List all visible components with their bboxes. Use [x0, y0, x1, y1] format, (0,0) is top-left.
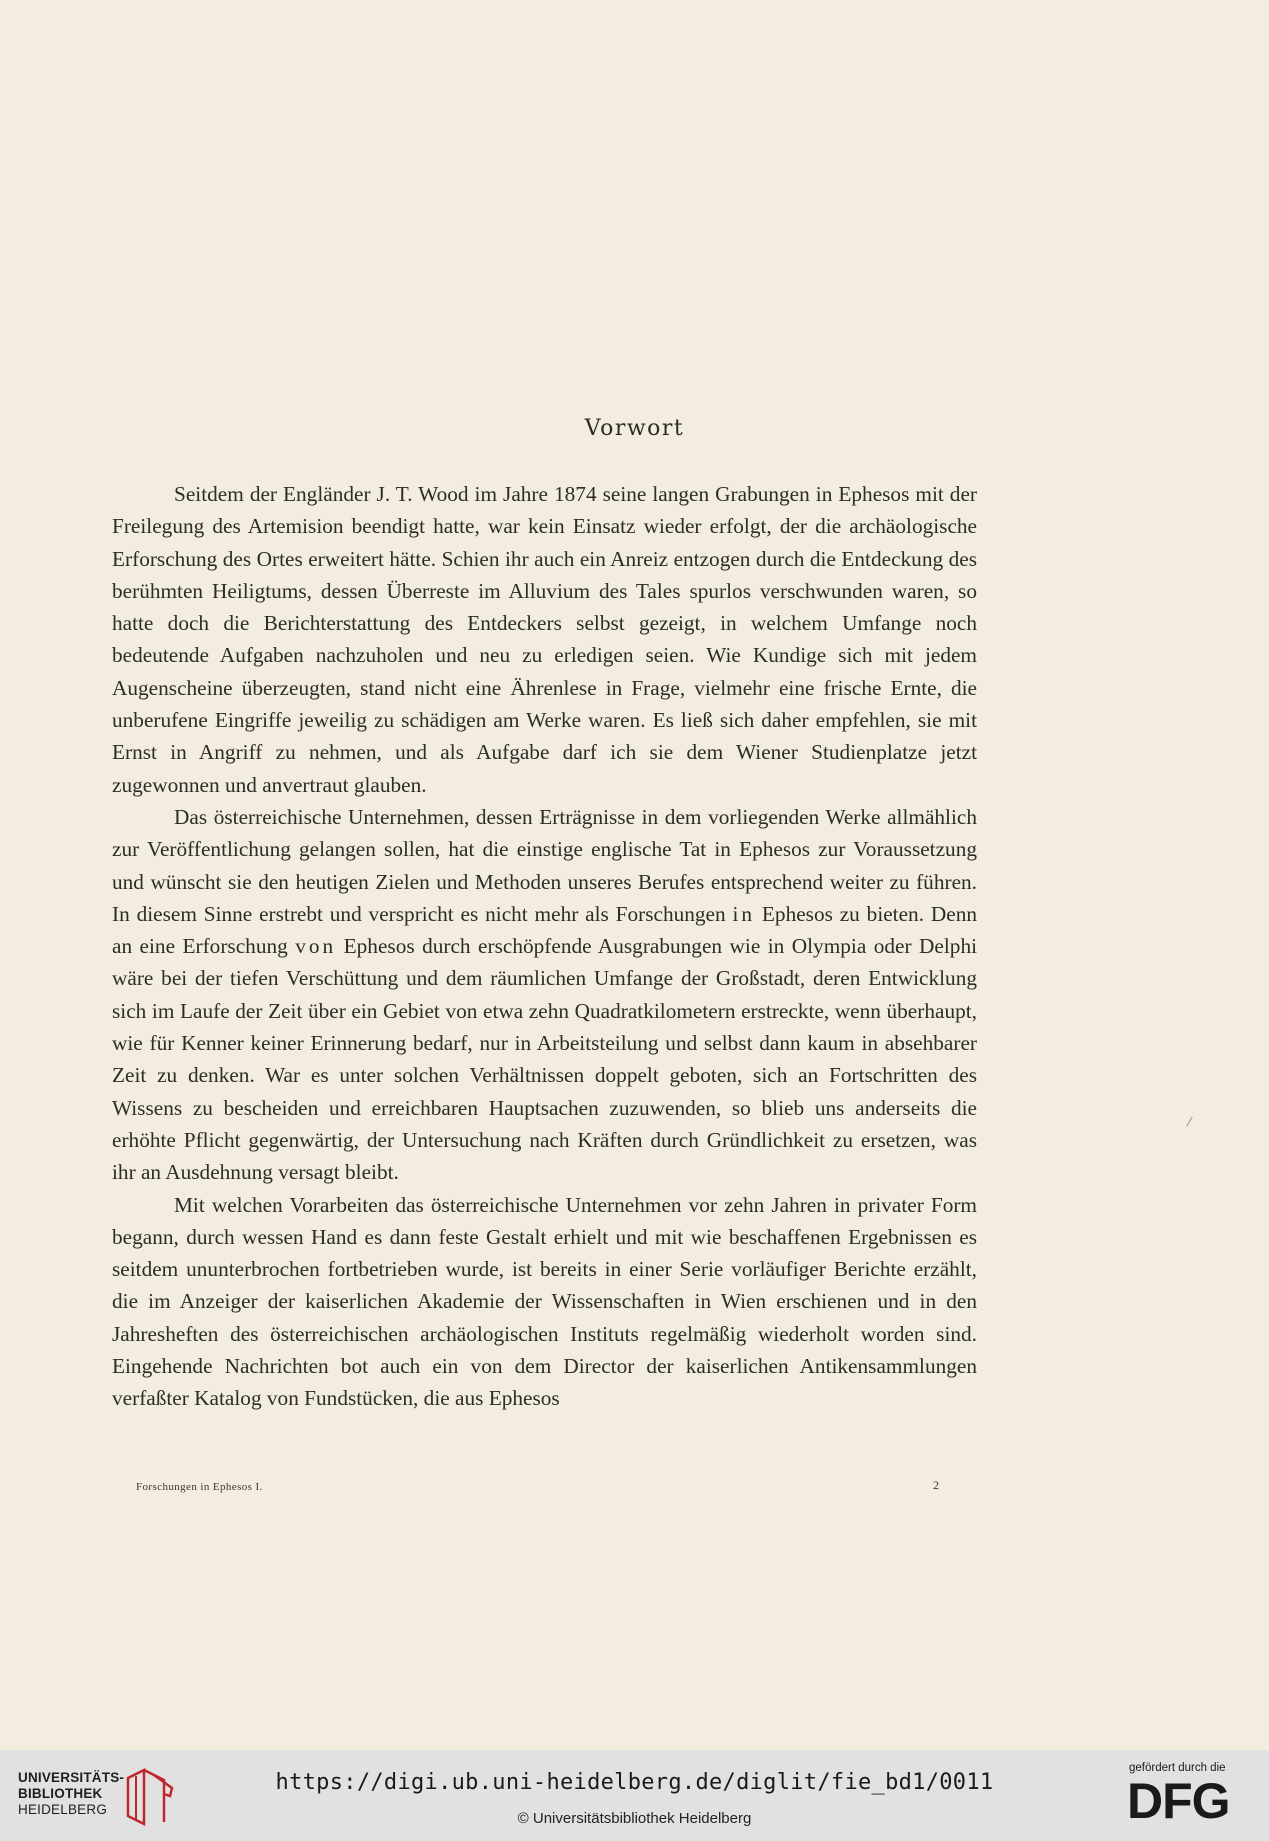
dfg-logo-text: DFG	[1127, 1773, 1230, 1829]
paragraph-3	[112, 1189, 977, 1415]
spaced-word-in: in	[732, 901, 756, 926]
sheet-number: 2	[933, 1478, 939, 1492]
copyright-notice: © Universitätsbibliothek Heidelberg	[517, 1810, 752, 1827]
paragraph-2-text-b: Ephesos zu bieten. Denn an eine Erforschung	[112, 901, 977, 959]
logo-line-3: HEIDELBERG	[18, 1802, 108, 1817]
paragraph-1-text: Seitdem der Engländer J. T. Wood im Jahre 1874 seine langen Grabungen in Ephesos mit der Freilegung des Artemision beendigt hatte, war kein Einsatz wieder erfolgt, der die archäologische Erforschung des Ortes erweitert hätte. Schien ihr auch ein Anreiz entzogen durch die Entdeckung des berühmten Heiligtums, dessen Überreste im Alluvium des Tales spurlos verschwunden waren, so hatte doch die Berichterstattung des Entdeckers selbst gezeigt, in welchem Umfange noch bedeutende Aufgaben nachzuholen und neu zu erledigen seien. Wie Kundige sich mit jedem Augenscheine überzeugten, stand nicht eine Ährenlese in Frage, vielmehr eine frische Ernte, die unberufene Eingriffe jeweilig zu schädigen am Werke waren. Es ließ sich daher empfehlen, sie mit Ernst in Angriff zu nehmen, und als Aufgabe darf ich sie dem Wiener Studienplatze jetzt zugewonnen und anvertraut glauben.	[112, 482, 977, 797]
library-footer-bar	[0, 1750, 1269, 1841]
paragraph-3-text: Mit welchen Vorarbeiten das österreichische Unternehmen vor zehn Jahren in privater Form begann, durch wessen Hand es dann feste Gestalt erhielt und mit wie beschaffenen Ergebnissen es seitdem ununterbrochen fortbetrieben wurde, ist bereits in einer Serie vorläufiger Berichte erzählt, die im Anzeiger der kaiserlichen Akademie der Wissenschaften in Wien erschienen und in den Jahresheften des österreichischen archäologischen Instituts regelmäßig wiederholt worden sind. Eingehende Nachrichten bot auch ein von dem Director der kaiserlichen Antikensammlungen verfaßter Katalog von Fundstücken, die aus Ephesos	[112, 1192, 977, 1411]
page-title: Vorwort	[584, 416, 685, 441]
paragraph-2-text-c: Ephesos durch erschöpfende Ausgrabungen wie in Olympia oder Delphi wäre bei der tiefen Verschüttung und dem räumlichen Umfange der Großstadt, deren Entwicklung sich im Laufe der Zeit über ein Gebiet von etwa zehn Quadratkilometern erstreckte, wenn überhaupt, wie für Kenner keiner Erinnerung bedarf, nur in Arbeitsteilung und selbst dann kaum in absehbarer Zeit zu denken. War es unter solchen Verhältnissen doppelt geboten, sich an Fortschritten des Wissens zu bescheiden und erreichbaren Hauptsachen zuzuwenden, so blieb uns anderseits die erhöhte Pflicht gegenwärtig, der Untersuchung nach Kräften durch Gründlichkeit zu ersetzen, was ihr an Ausdehnung versagt bleibt.	[112, 934, 978, 1185]
logo-line-1: UNIVERSITÄTS-	[18, 1770, 125, 1785]
signature-mark: Forschungen in Ephesos I.	[136, 1481, 263, 1493]
permalink-url[interactable]: https://digi.ub.uni-heidelberg.de/diglit/fie_bd1/0011	[275, 1770, 994, 1795]
paragraph-2	[112, 801, 977, 1189]
paragraph-2-text-a: Das österreichische Unternehmen, dessen Erträgnisse in dem vorliegenden Werke allmählich zur Veröffentlichung gelangen sollen, hat die einstige englische Tat in Ephesos zur Voraussetzung und wünscht sie den heutigen Zielen und Methoden unseres Berufes entsprechend weiter zu führen. In diesem Sinne erstrebt und verspricht es nicht mehr als Forschungen	[112, 804, 977, 926]
logo-line-2: BIBLIOTHEK	[18, 1786, 103, 1801]
body-text	[112, 478, 977, 1415]
funding-label: gefördert durch die	[1129, 1762, 1226, 1774]
paper-mark	[1186, 1116, 1192, 1126]
paragraph-1	[112, 478, 977, 801]
funding-logo[interactable]	[1127, 1762, 1257, 1828]
spaced-word-von: von	[295, 934, 337, 959]
